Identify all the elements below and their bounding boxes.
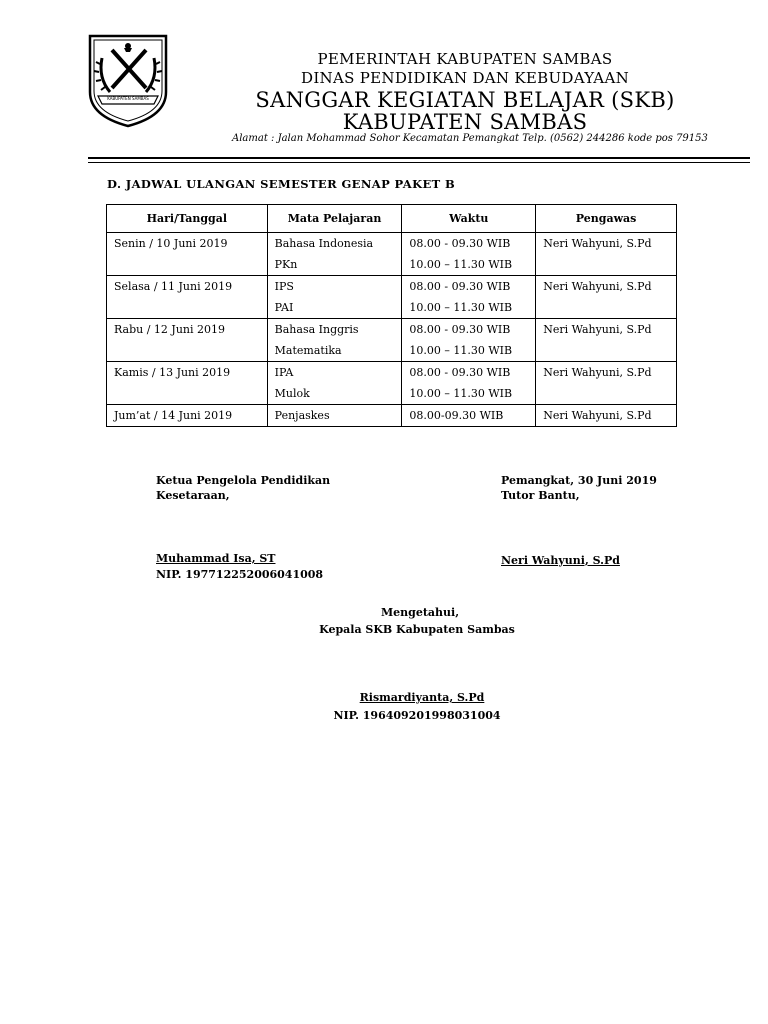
acknowledgement-label: Mengetahui, xyxy=(380,606,460,619)
column-header-supervisor: Pengawas xyxy=(536,205,677,233)
date-text: Jum’at / 14 Juni 2019 xyxy=(114,409,233,422)
date-cell xyxy=(107,405,268,427)
letterhead-line-department: DINAS PENDIDIKAN DAN KEBUDAYAAN xyxy=(301,69,629,87)
date-text: Kamis / 13 Juni 2019 xyxy=(114,366,231,379)
subject-cell xyxy=(267,276,402,319)
table-header-row xyxy=(107,205,677,233)
subject-text: IPA xyxy=(274,366,294,379)
date-text: Senin / 10 Juni 2019 xyxy=(114,237,228,250)
right-signatory-name: Neri Wahyuni, S.Pd xyxy=(501,554,620,567)
left-signatory-title-line2: Kesetaraan, xyxy=(156,489,230,502)
exam-schedule-table xyxy=(106,204,677,427)
time-cell xyxy=(402,233,536,276)
supervisor-cell xyxy=(536,319,677,362)
time-text: 10.00 – 11.30 WIB xyxy=(409,258,513,271)
date-cell xyxy=(107,276,268,319)
table-row xyxy=(107,405,677,427)
table-row xyxy=(107,233,677,276)
supervisor-cell xyxy=(536,276,677,319)
letterhead-line-government: PEMERINTAH KABUPATEN SAMBAS xyxy=(317,50,613,68)
left-signatory-name: Muhammad Isa, ST xyxy=(156,552,276,565)
supervisor-text: Neri Wahyuni, S.Pd xyxy=(543,280,652,293)
letterhead-address: Alamat : Jalan Mohammad Sohor Kecamatan Pemangkat Telp. (0562) 244286 kode pos 79153 xyxy=(232,133,708,144)
left-signatory-title-line1: Ketua Pengelola Pendidikan xyxy=(156,474,331,487)
column-header-subject: Mata Pelajaran xyxy=(267,205,402,233)
subject-text: Bahasa Inggris xyxy=(274,323,359,336)
letterhead-divider-thick xyxy=(88,157,750,159)
column-header-time: Waktu xyxy=(402,205,536,233)
acknowledging-official-name: Rismardiyanta, S.Pd xyxy=(359,691,485,704)
left-signatory-nip: NIP. 197712252006041008 xyxy=(156,568,324,581)
supervisor-cell xyxy=(536,233,677,276)
time-text: 10.00 – 11.30 WIB xyxy=(409,387,513,400)
subject-cell xyxy=(267,319,402,362)
supervisor-text: Neri Wahyuni, S.Pd xyxy=(543,237,652,250)
date-cell xyxy=(107,319,268,362)
time-cell xyxy=(402,276,536,319)
supervisor-cell xyxy=(536,362,677,405)
subject-cell xyxy=(267,362,402,405)
supervisor-cell xyxy=(536,405,677,427)
date-text: Selasa / 11 Juni 2019 xyxy=(114,280,233,293)
subject-text: Matematika xyxy=(274,344,342,357)
letterhead-line-regency: KABUPATEN SAMBAS xyxy=(342,110,588,134)
right-place-date: Pemangkat, 30 Juni 2019 xyxy=(501,474,657,487)
regency-emblem-icon xyxy=(84,30,172,130)
subject-text: Penjaskes xyxy=(274,409,330,422)
letterhead-line-institution: SANGGAR KEGIATAN BELAJAR (SKB) xyxy=(255,88,675,112)
subject-text: Mulok xyxy=(274,387,310,400)
right-signatory-title: Tutor Bantu, xyxy=(501,489,580,502)
time-text: 08.00 - 09.30 WIB xyxy=(409,280,511,293)
subject-text: PAI xyxy=(274,301,294,314)
time-text: 08.00 - 09.30 WIB xyxy=(409,366,511,379)
subject-cell xyxy=(267,405,402,427)
supervisor-text: Neri Wahyuni, S.Pd xyxy=(543,366,652,379)
time-text: 08.00 - 09.30 WIB xyxy=(409,323,511,336)
table-row xyxy=(107,362,677,405)
acknowledgement-title: Kepala SKB Kabupaten Sambas xyxy=(319,623,515,636)
subject-text: IPS xyxy=(274,280,294,293)
time-cell xyxy=(402,362,536,405)
table-row xyxy=(107,319,677,362)
section-title: D. JADWAL ULANGAN SEMESTER GENAP PAKET B xyxy=(107,177,456,191)
letterhead-divider-thin xyxy=(88,162,750,163)
subject-cell xyxy=(267,233,402,276)
subject-text: PKn xyxy=(274,258,298,271)
time-text: 10.00 – 11.30 WIB xyxy=(409,301,513,314)
acknowledging-official-nip: NIP. 196409201998031004 xyxy=(333,709,501,722)
subject-text: Bahasa Indonesia xyxy=(274,237,374,250)
supervisor-text: Neri Wahyuni, S.Pd xyxy=(543,323,652,336)
time-text: 10.00 – 11.30 WIB xyxy=(409,344,513,357)
emblem-ribbon-text: KABUPATEN SAMBAS xyxy=(107,96,149,101)
time-text: 08.00 - 09.30 WIB xyxy=(409,237,511,250)
date-cell xyxy=(107,362,268,405)
date-text: Rabu / 12 Juni 2019 xyxy=(114,323,225,336)
time-cell xyxy=(402,319,536,362)
table-row xyxy=(107,276,677,319)
column-header-date: Hari/Tanggal xyxy=(107,205,268,233)
date-cell xyxy=(107,233,268,276)
time-cell xyxy=(402,405,536,427)
supervisor-text: Neri Wahyuni, S.Pd xyxy=(543,409,652,422)
time-text: 08.00-09.30 WIB xyxy=(409,409,504,422)
